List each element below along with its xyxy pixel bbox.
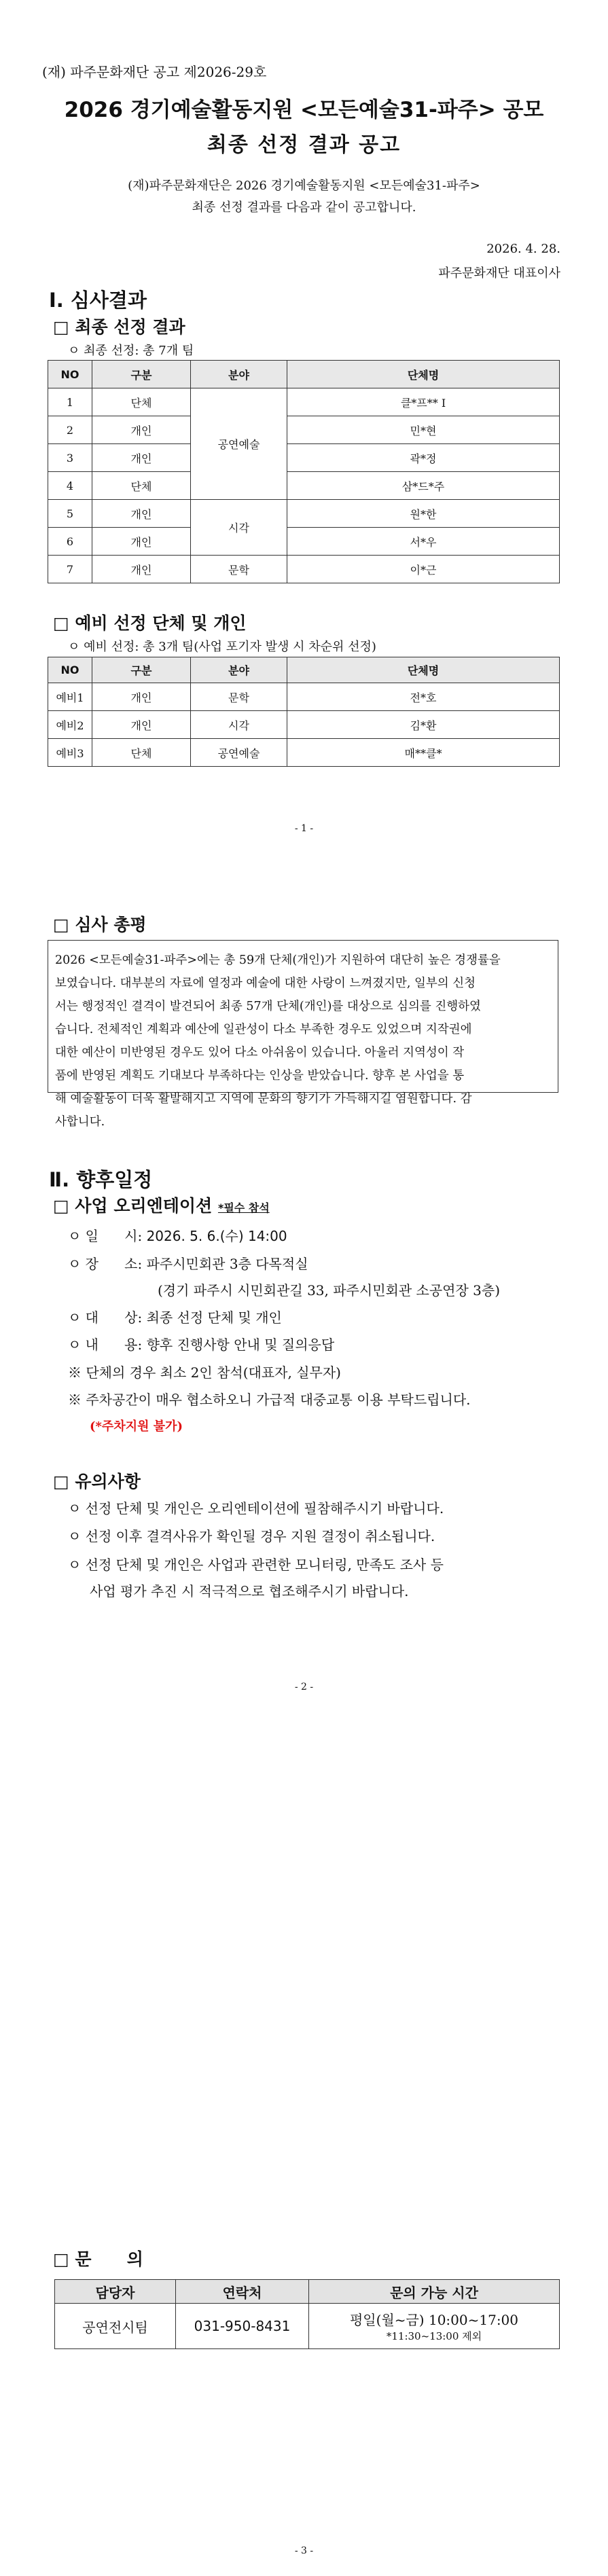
section-1-heading: Ⅰ. 심사결과 [49,289,147,312]
required-attendance: *필수 참석 [217,1201,270,1214]
intro-text [0,175,608,219]
intro-line-2: 최종 선정 결과를 다음과 같이 공고합니다. [192,200,416,215]
review-line: 사합니다. [55,1115,105,1129]
review-line: 해 예술활동이 더욱 활발해지고 지역에 문화의 향기가 가득해지길 염원합니다. 감 [55,1092,472,1106]
row-name: 민*현 [287,416,560,444]
orientation-title: □ 사업 오리엔테이션 [53,1196,213,1216]
row-type: 단체 [92,472,191,500]
row-field: 시각 [191,500,287,556]
review-line: 습니다. 전체적인 계획과 예산에 일관성이 다소 부족한 경우도 있었으며 지작권에 [55,1023,472,1036]
date-value: 2026. 5. 6.(수) 14:00 [146,1228,287,1244]
row-no: 1 [48,388,92,416]
prelim-selection-table [48,657,560,767]
review-line: 대한 예산이 미반영된 경우도 있어 다소 아쉬움이 있습니다. 아울러 지역성이 작 [55,1046,465,1059]
review-line: 서는 행정적인 결격이 발견되어 최종 57개 단체(개인)를 대상으로 심의를 진행하였 [55,1000,481,1013]
orientation-heading [53,1193,270,1217]
note-group-attendance: ※ 단체의 경우 최소 2인 참석(대표자, 실무자) [68,1364,341,1381]
row-type: 단체 [92,388,191,416]
caution-heading: □ 유의사항 [53,1472,141,1491]
intro-line-1: (재)파주문화재단은 2026 경기예술활동지원 <모든예술31-파주> [128,179,480,193]
row-no: 6 [48,528,92,556]
contact-phone[interactable]: 031-950-8431 [176,2304,309,2349]
place-detail: (경기 파주시 시민회관길 33, 파주시민회관 소공연장 3층) [158,1282,501,1299]
row-type: 단체 [92,739,191,767]
note-parking-unavailable: (*주차지원 불가) [90,1419,183,1434]
notice-number: (재) 파주문화재단 공고 제2026-29호 [42,64,267,80]
row-field: 문학 [191,683,287,711]
review-line: 품에 반영된 계획도 기대보다 부족하다는 인상을 받았습니다. 향후 본 사업을 통 [55,1069,465,1083]
col-type: 구분 [92,657,191,683]
col-field: 분야 [191,657,287,683]
page-number-1: - 1 - [294,823,314,834]
date-label: ㅇ 일 시: [68,1228,143,1244]
content-label: ㅇ 내 용: [68,1337,143,1353]
row-field: 공연예술 [191,739,287,767]
col-no: NO [48,657,92,683]
table-row [48,416,560,444]
contact-hours-note: *11:30~13:00 제외 [386,2330,482,2342]
row-no: 예비1 [48,683,92,711]
row-no: 예비2 [48,711,92,739]
table-row [48,556,560,583]
row-field: 문학 [191,556,287,583]
table-row [48,444,560,472]
row-type: 개인 [92,416,191,444]
row-type: 개인 [92,556,191,583]
table-header-row [48,361,560,388]
row-name: 삼*드*주 [287,472,560,500]
page-number-3: - 3 - [294,2545,314,2556]
row-no: 예비3 [48,739,92,767]
target-value: 최종 선정 단체 및 개인 [146,1309,282,1326]
row-name: 서*우 [287,528,560,556]
row-name: 원*한 [287,500,560,528]
table-header-row [48,657,560,683]
notice-date: 2026. 4. 28. [486,242,560,256]
note-parking: ※ 주차공간이 매우 협소하오니 가급적 대중교통 이용 부탁드립니다. [68,1392,471,1408]
page-number-2: - 2 - [294,1682,314,1692]
row-no: 3 [48,444,92,472]
row-name: 이*근 [287,556,560,583]
col-hours: 문의 가능 시간 [309,2280,560,2304]
title-line-1: 2026 경기예술활동지원 <모든예술31-파주> 공모 [64,98,544,122]
review-box [48,940,558,1129]
orientation-date [68,1225,287,1245]
row-name: 매**클* [287,739,560,767]
table-row [48,528,560,556]
col-name: 단체명 [287,657,560,683]
col-no: NO [48,361,92,388]
row-type: 개인 [92,683,191,711]
orientation-target [68,1307,282,1326]
row-field: 공연예술 [191,388,287,500]
place-label: ㅇ 장 소: [68,1256,143,1272]
issuer: 파주문화재단 대표이사 [438,266,560,280]
orientation-place [68,1253,308,1273]
row-type: 개인 [92,444,191,472]
review-heading: □ 심사 총평 [53,915,147,935]
row-no: 7 [48,556,92,583]
row-type: 개인 [92,711,191,739]
prelim-selection-summary: ㅇ 예비 선정: 총 3개 팀(사업 포기자 발생 시 차순위 선정) [68,640,376,654]
contact-hours-main: 평일(월~금) 10:00~17:00 [349,2312,519,2328]
table-row [48,683,560,711]
section-2-heading: Ⅱ. 향후일정 [49,1168,153,1191]
row-name: 클*프** I [287,388,560,416]
table-row [48,739,560,767]
final-selection-heading: □ 최종 선정 결과 [53,317,185,337]
row-type: 개인 [92,528,191,556]
title-line-2: 최종 선정 결과 공고 [207,133,401,157]
row-name: 전*호 [287,683,560,711]
row-no: 5 [48,500,92,528]
row-type: 개인 [92,500,191,528]
caution-item-1: ㅇ 선정 단체 및 개인은 오리엔테이션에 필참해주시기 바랍니다. [68,1500,444,1517]
row-name: 김*환 [287,711,560,739]
content-value: 향후 진행사항 안내 및 질의응답 [146,1337,335,1353]
final-selection-table [48,360,560,583]
row-no: 2 [48,416,92,444]
table-row [48,711,560,739]
row-no: 4 [48,472,92,500]
col-person: 담당자 [55,2280,176,2304]
review-line: 보였습니다. 대부분의 자료에 열정과 예술에 대한 사랑이 느껴졌지만, 일부의 신청 [55,977,476,990]
place-value: 파주시민회관 3층 다목적실 [146,1256,308,1272]
caution-item-3: ㅇ 선정 단체 및 개인은 사업과 관련한 모니터링, 만족도 조사 등 [68,1557,444,1573]
col-phone: 연락처 [176,2280,309,2304]
prelim-selection-heading: □ 예비 선정 단체 및 개인 [53,613,247,633]
contact-header-row [55,2280,560,2304]
table-row [48,388,560,416]
contact-table [54,2279,560,2349]
table-row [48,472,560,500]
caution-item-3-cont: 사업 평가 추진 시 적극적으로 협조해주시기 바랍니다. [90,1583,409,1599]
final-selection-summary: ㅇ 최종 선정: 총 7개 팀 [68,344,194,358]
contact-person: 공연전시팀 [55,2304,176,2349]
col-name: 단체명 [287,361,560,388]
row-name: 곽*정 [287,444,560,472]
review-line: 2026 <모든예술31-파주>에는 총 59개 단체(개인)가 지원하여 대단히 높은 경쟁률을 [55,954,501,967]
col-field: 분야 [191,361,287,388]
contact-row [55,2304,560,2349]
contact-heading: □ 문 의 [53,2249,143,2269]
col-type: 구분 [92,361,191,388]
caution-item-2: ㅇ 선정 이후 결격사유가 확인될 경우 지원 결정이 취소됩니다. [68,1528,435,1544]
table-row [48,500,560,528]
orientation-content [68,1334,334,1354]
row-field: 시각 [191,711,287,739]
target-label: ㅇ 대 상: [68,1309,143,1326]
contact-hours [309,2304,560,2349]
